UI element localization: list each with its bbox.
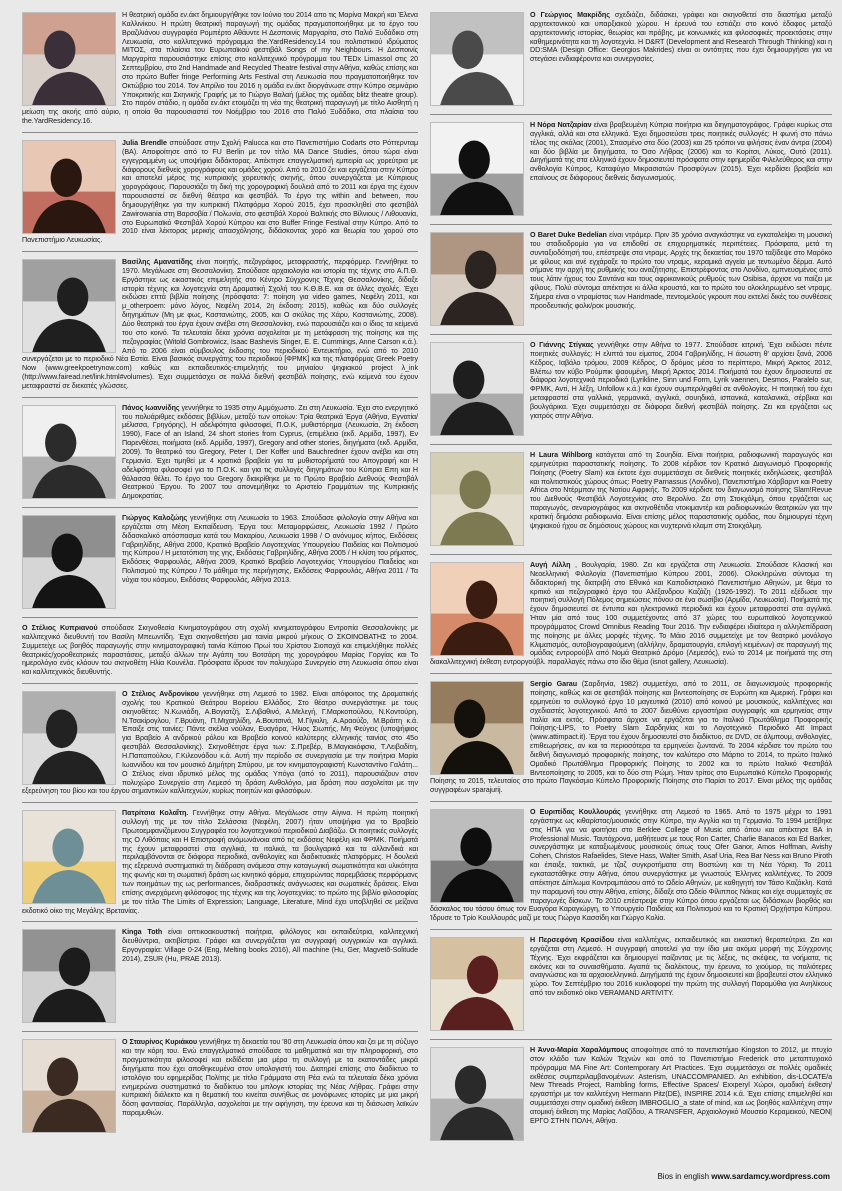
performer-icon (431, 682, 523, 774)
bio-entry (430, 680, 832, 795)
bio-photo (430, 122, 524, 216)
bio-photo (430, 342, 524, 436)
portrait-bw-icon (23, 260, 115, 352)
bio-name: Η Άννα-Μαρία Χαραλάμπους (530, 1046, 629, 1055)
bio-separator (430, 334, 832, 335)
bio-name: O Baret Duke Bedelian (530, 231, 607, 239)
portrait-outdoor-icon (431, 453, 523, 545)
bio-separator (430, 1039, 832, 1040)
bio-text: γεννήθηκε το 1935 στην Αμμόχωστο. Ζει στη Λευκωσία. Έχει στο ενεργητικό του πολυάριθμες εκδόσεις βιβλίων, μεταξύ των οποίων: Τρία θεατρικά Έργα (Αθήνα, Εγνατία/μέλισσα, Γρηγόρης), Η αδελφότητα φιλοσοφεί, Π.Ο.Κ, μυθιστόρημα (Λευκωσία, 2η έκδοση 1990), Face of an Island, 24 short stories from Cyprus, (επιμέλεια (εκδ. Αρμίδα, 1997), Εν Παρενθέσει, ποιήματα (εκδ. Αρμίδα, 1997), Gregory and other stories, διηγήματα (εκδ. Αρμίδα, 2009). Το θεατρικό του Gregory, Peter I, Der Koffer und Bauchredner έχουν ανέβει και στη Γερμανία. Έχει τιμηθεί με 4 κρατικά βραβεία για τα μυθιστορήματά του Απογραφή και Η αδελφότητα φιλοσοφεί για το Π.Ο.Κ. και για τις συλλογές διηγημάτων του Κύπρια Επη και Η θάλασσα θέλει. Το έργο του Gregory διακρίθηκε με το Πρώτο Βραβείο Διεθνούς Φεστιβάλ Θεατρικού Έργου. Το 2007 του απονεμήθηκε το Αριστείο Γραμμάτων της Κυπριακής Δημοκρατίας. (122, 403, 418, 501)
bio-name: Πάνος Ιωαννίδης (122, 403, 180, 412)
bio-text: κατάγεται από τη Σουηδία. Είναι ποιήτρια, ραδιοφωνική παραγωγός και ερμηνεύτρια παραστατικής ποίησης. Το 2008 κέρδισε τον Κρατικό Διαγωνισμό Προφορικής Ποίησης (Poetry Slam) και έκτοτε έχει συμμετάσχει σε διεθνείς ποιητικές εκδηλώσεις, φεστιβάλ και πολιτιστικούς χώρους όπως: Poetry Parnassus (Λονδίνο), Πανεπιστήμιο Χάρβαρντ και Poetry Africa στο Ντέρμπαν της Νοτίου Αφρικής. Το 2009 κέρδισε τον διαγωνισμό ποίησης Slam!Revue του Διεθνούς Φεστιβάλ Λογοτεχνίας στο Βερολίνο. Ζει στη Στοκχόλμη, όπου εργάζεται ως παραγωγός, σεναριογράφος και σκηνοθέτιδα ντοκιμαντέρ και ραδιοφωνικών θεατρικών για την κρατική δημόσια ραδιοφωνία. Είναι επίσης μέλος παραστατικής ομάδας, που δημιουργεί τέχνη ψηφιακού ήχου σε δημόσιους χώρους και νυχτερινά κλαμπ στη Στοκχόλμη. (530, 451, 832, 530)
bio-name: Ο Ευριπίδας Κουλλουράς (530, 808, 621, 817)
bio-text: γεννήθηκε στη Λευκωσία το 1963. Σπούδασε φιλολογία στην Αθήνα και εργάζεται στη Μέση Εκπαίδευση. Έργα του: Μεταμορφώσεις, Λευκωσία 1992 / Πρώτο διδασκαλικό απόσπασμα κατά του Μακαρίου, Λευκωσία 1998 / Ο ανόνυμος κήπος, Εκδόσεις Γαβριηλίδης, Αθήνα 2000, Κρατικό Βραβείο Λογοτεχνίας Υπουργείου Παιδείας και Πολιτισμού της Κύπρου / Η μετατόπιση της γης, Εκδόσεις Γαβριηλίδης, Αθήνα 2005 / Η κλίση του ρήματος, Εκδόσεις Φαρφουλάς, Αθήνα 2009, Κρατικό Βραβείο Λογοτεχνίας Υπουργείου Παιδείας και Πολιτισμού της Κύπρου / Το μάθημα της περιήγησης, Εκδόσεις Φαρφουλάς, Αθήνα 2011 / Τα νύχια του κόσμου, Εκδόσεις Φαρφουλάς, Αθήνα 2013. (122, 514, 418, 584)
bio-text: Η θεατρική ομάδα εν.άκτ δημιουργήθηκε τον Ιούνιο του 2014 απο τις Μαρίνα Μακρή και Έλενα Καλλινίκου. Η πρώτη θεατρική παραγωγή της ομάδας πραγματοποιήθηκε με το έργο του Βραζιλιάνου συγγραφέα Ρομπέρτο Αθάυντε Η Δεσποινίς Μαργαρίτα, στο Παλιό Ξυδάδικο στη Λευκωσία, στο καλλιτεχνικό πρόγραμμα the.YardResidency.14 του πολιτιστικού ιδρύματος ΜΙΤΟΣ, στα πλαίσια του Ευρωπαϊκού φεστιβάλ Songs of my Neighbours. Η Δεσποινίς Μαργαρίτα παρουσιάστηκε επίσης στο καλλιτεχνικό πρόγραμμα του TEDx Limassol στις 20 Σεπτεμβρίου, στο 2nd Handmade and Recycled Theatre festival στην Αθήνα, καθώς επίσης και στο πρώτο Buffer fringe Performing Arts Festival στη Λευκωσία που πραγματοποιήθηκε τον Οκτώβριο του 2014. Τον Απρίλιο του 2016 η ομάδα εν.άκτ διοργάνωσε στην Κύπρο σεμινάριο Υποκριτικής και Σκηνικής Γραφής με το Γιώργο Βαλαή (μέλος της ομάδας blitz theatre group). Στο παρόν στάδιο, η ομάδα εν.άκτ ετοιμάζει τη νέα της θεατρική παραγωγή με τίτλο Αισθητή η μείωση της ακοής από αύριο, η οποία θα παρουσιαστεί τον Νοέμβριο του 2016 στο Παλιό Ξυδάδικο, στα πλαίσια του the.YardResidency.16. (22, 11, 418, 126)
bio-entry (430, 808, 832, 923)
bio-photo (22, 12, 116, 106)
performance-icon (431, 938, 523, 1030)
bio-text: γεννήθηκε τη δεκαετία του '80 στη Λευκωσία όπου και ζει με τη σύζυγο και την κόρη του. Ενώ επαγγελματικά σπούδασε τα μαθηματικά και την πληροφορική, στο πραγματικότητα φιλοσοφεί και εκδίδεται μια μέρα τη συλλογή με τα εκατοντάδες μικρά διηγήματα που έχει αποθηκευμένα στον υπολογιστή του. Διατηρεί επίσης στο διαδίκτυο το ιστολόγιο του εφημερίδας Πολίτης με τίτλο Γράμματα στη Ρέα ενώ τα τελευταία δέκα χρόνια ενημερώνει συστηματικά το διαδίκτυο του μπλογκ ιστορίας της Νέας Λήθρας. Γράφει στην κυπριακή διάλεκτο και η θεματική του κινείται συνήθως σε μονόφωνες ιστορίες με μια μικρή δόση φαντασίας. Παράλληλα, ασχολείται με την αφήγηση, την έρευνα και τη διάσωση λαϊκών παραμυθιών. (122, 1038, 418, 1118)
bio-name: Ο Στέλιος Ανδρονίκου (122, 690, 199, 699)
bio-entry (22, 809, 418, 915)
bio-text: , Βουλγαρία, 1980. Ζει και εργάζεται στη Λευκωσία. Σπούδασε Κλασική και Νεοελληνική Φιλολογία (Πανεπιστήμιο Κύπρου 2001, 2006). Ολοκληρώνει σύντομα τη διδακτορική της διατριβή στο Εθνικό και Καποδιστριακό Πανεπιστήμιο Αθηνών, με θέμα το κριτικό και πεζογραφικό έργο του Αλέξανδρου Καζάζη (1926-1992). Το 2011 εξέδωσε την ποιητική συλλογή Πόλεμος σημειώσεις πόνου σε ένα σωσίβιο (Αρμίδα, Λευκωσία). Ποιήματά της έχουν δημοσιευτεί σε έντυπα και ηλεκτρονικά περιοδικά και έχουν μεταφραστεί στα αγγλικά. Ήταν μία από τους 100 συμμετέχοντες από 37 χώρες του ευρωπαϊκού λογοτεχνικού προγράμματος Crowd Omnibus Reading Tour 2016. Την ενδιαφέρει ιδιαίτερα η αλληλεπίδραση της ποίησης με άλλες μορφές τέχνης. Το Μάιο 2016 συμμετείχε με τον θεατρικό μονόλογο Κλιματισμός, αυτοβιογραφούμενη (αλλήλην, δραματουργία, επιλογή κειμένων) σε παραγωγή της ομάδας εντρορούβλ από Νομά Θεατρικό Δρόμο (Λεμεσός), ενώ το 2014 με ποιήματά της στη διακαλλιτεχνική έκθεση εντροργούβλ. παραλλαγές πάνω στο ίδιο θέμα (isnot gallery, Λευκωσία). (430, 561, 832, 667)
bio-name: Ο Γεώργιος Μακρίδης (530, 11, 610, 19)
bio-separator (22, 921, 418, 922)
bios-columns (22, 11, 832, 1171)
bio-entry (22, 1038, 418, 1135)
bio-photo (22, 929, 116, 1023)
bassist-icon (431, 810, 523, 902)
bio-photo (430, 1047, 524, 1141)
bio-photo (22, 405, 116, 499)
bio-entry (22, 514, 418, 611)
bio-text: (Σαρδηνία, 1982) συμμετέχει, από το 2011, σε διαγωνισμούς προφορικής ποίησης, καθώς και σε φεστιβάλ ποίησης και βιντεοποίησης σε Ευρώπη και Αμερική. Γράφει και ερμηνεύει το συλλογικό έργο 10 μαγευτικά (2010) από κοινού με μουσικούς, καλλιτέχνες και σχεδιαστές λογοτεχνικού. Από το 2007 διευθύνει εργαστήρια συγγραφής και ερμηνείας στην Ιταλία και εκτός. Πρόσφατα άρχισε να εργάζεται για το Ιταλικό Πρωτάθλημα Προφορικής Ποίησης-LIPS, το Poetry Slam Σαρδηνίας και το Λογοτεχνικό Περιοδικό Att Impact (www.attimpact.it). Έργα του έχουν δημοσιευτεί στο διαδίκτυο, σε DVD, σε άλμπουμ, ανθολογίες, επιθεωρήσεις, αν και τα περιοσότερα τα ερμηνεύει ζωντανά. Το 2004 κέρδισε τον πρώτο του διεθνή διαγωνισμό προφορικής ποίησης, τον καλύτερο στο Μάρτιο το 2014, το πρώτο Ιταλικό Ομαδικό Πρωτάθλημα Προφορικής Ποίησης το 2002 και το πρώτο Ιταλικό Φεστιβάλ Βιντεοποίησης το 2005, και το δύο στη Ρώμη. Ήταν τρίτος στο Ευρωπαϊκό Κύπελο Προφορικής Ποίησης το 2015, τελευταίος στο πρώτο Παγκόσμιο Κύπελο Προφορικής Ποίησης στο Παρίσι το 2017. Είναι μέλος της ομάδας συγγραφέων sparajurij. (430, 680, 832, 795)
bio-separator (430, 673, 832, 674)
bio-separator (22, 132, 418, 133)
bio-separator (22, 683, 418, 684)
bio-separator (430, 444, 832, 445)
bio-text: είναι ποιητής, πεζογράφος, μεταφραστής, περφόρμερ. Γεννήθηκε το 1970. Μεγάλωσε στη Θεσσαλονίκη. Σπούδασε αρχαιολογία και ιστορία της τέχνης στο Α.Π.Θ. Εργάστηκε ως εικαστικός επιμελητής στο Κέντρο Σύγχρονης Τέχνης Θεσσαλονίκης, δίδαξε ιστορία τέχνης και λογοτεχνία στη Δραματική Σχολή του Κ.Θ.Β.Ε. και σε άλλες σχολές. Έχει εκδώσει επτά βιβλία ποίησης (πρόσφατα: 7: ποίηση για video games, Νεφέλη 2011, και μ_otherpoem: μόνο λόγος, Νεφέλη 2014, 2η έκδοση: 2015), καθώς και δύο συλλογές διηγημάτων (Μη με φως, Καστανιώτης, 2005, και Ο σκύλος της Χάρυ, Καστανιώτης, 2008). Δύο θεατρικά του έργα έχουν ανέβει στη Θεσσαλονίκη, ενώ παρουσιάζει και ο ίδιος τα κείμενά του στο κοινό. Τα τελευταία δέκα χρόνια ασχολείται με τη μετάφραση της ποίησης και της πεζογραφίας (Witold Gombrowicz, Isaac Bashevis Singer, E. E. Cummings, Anne Carson κ.ά.). Από το 2006 είναι σύμβουλος έκδοσης του περιοδικού Εντευκτήριο, ενώ από το 2010 συνεργάζεται με το περιοδικό Νέα Εστία. Είναι βασικός συνεργάτης του περιοδικού [ΦΡΜΚ] και της πλατφόρμας Greek Poetry Now (www.greekpoetrynow.com) καθώς και εκπαιδευτικός-επιμελητής του μηνιαίου ψηφιακού project λ_ink (http://www.fairead.net/link.html#volumes). Έχει συμμετάσχει σε πολλά διεθνή φεστιβάλ ποίησης, ενώ κείμενά του έχουν μεταφραστεί σε διεκατές γλώσσες. (22, 258, 418, 390)
bio-text: Γεννήθηκε στην Αθήνα. Μεγάλωσε στην Αίγινα. Η πρώτη ποιητική συλλογή της με τον τίτλο Σελάσσια (Νεφέλη, 2007) ήταν υποψήφια για το Βραβείο Πρωτοεμφανιζόμενου Συγγραφέα του λογοτεχνικού περιοδικού Διαβάζω. Οι ποιητικές συλλογές της Ο Λιθόπαις και Η Επιστροφή ανόμωνάνοια από τις εκδόσεις Νεφέλη και ΦΡΜΚ. Ποιήματά της έχουν μεταφραστεί στα αγγλικά, τα ιταλικά, τα βουλγαρικά και τα αλλανδικά και περιλαμβάνονται σε διάφορα περιοδικά, ανθολογίες και διαδικτυακές πλατφόρμες. Η δουλειά της εξερευνά συστηματικά τη διάδραση ανάμεσα στην καταγωγική σωματικότητα και υλικότητα της φωνής και τη σωματική δράση ως κινητικό φόρμα, επιχειρώντας παρεμβάσεις περφόρμανς των ποιημάτων της ως performances, διαδραστικές ανάγνωσεις και σωματικές δράσεις. Είναι επίσης ανερχόμενη φιλόσοφος της τέχνης και της λογοτεχνίας: το πρώτο της βιβλίο φιλοσοφίας με τον τίτλο The Limits of Expression; Language, Literature, Mind έχει υποβληθεί σε μείζονα εκδοτικό οίκο της Μεγάλης Βρετανίας. (22, 809, 418, 915)
bio-entry (22, 11, 418, 126)
bio-name: Julia Brendle (122, 138, 167, 147)
bio-entry (430, 231, 832, 328)
bio-text: σχεδιάζει, διδάσκει, γράφει και σκηνοθετεί στο διαστήμα μεταξύ αρχιτεκτονικού και υπαρξιακού χώρου. Η έρευνά του εστιάζει στο κοινό έδαφος μεταξύ αρχιτεκτονικής ιστορίας, θεωρίας και πρόβης, με κοινωνικές και φιλοσοφικές προεκτάσεις στην καθημερινότητα και τη λογοτεχνία. Η D&RT (Development and Research Through Thinking) και η DD:SMA (Design Office: Georgios Makrides) είναι οι οντότητες που έχει δημιουργήσει για να στεγάσει ενδιαφέροντα και συνεργασίες. (530, 11, 832, 64)
bio-name: Η Περσεφόνη Κρασίδου (530, 936, 615, 945)
bio-text: γεννήθηκε στη Λεμεσό το 1965. Από το 1975 μέχρι το 1991 εργάστηκε ως κιθαρίστας/μουσικός στην Κύπρο, την Αγγλία και τη Γερμανία. Το 1994 μετέβηκε στις ΗΠΑ για να φοιτήσει στο Berklee College of Music από όπου και απέκτησε BA in Professional Music. Ταυτόχρονα, μαθήτευσε με τους Ron Carter, Charlie Banacos και Ed Barker, συνεργάστηκε με καταξιωμένους μουσικούς όπως τους Ofer Ganor, Amos Hoffman, Avishy Cohen, Christos Rafaelides, Steve Hass, Walter Smith, Asaf Uria, Rea Bar Ness και Bruno Piroth και έπαιξε, τακτικά, με τζαζ συγκροτήματα στη Βοστώνη και τη Νέα Υόρκη. Το 2011 εγκαταστάθηκε στην Αθήνα, όπου συνεργάστηκε με γνωστούς Έλληνες καλλιτέχνες. Το 2009 απέκτησε Δίπλωμα Κοντραμπάσου από το Ωδείο Αθηνών, με καθηγητή τον Τάσο Καζάκλη. Κατά την παραμονή του στην Αθήνα, επίσης, δίδαξε στο Ωδείο Φίλιππος Νάκας και είχε συμμετοχές σε παραγωγές δίσκων. Το 2010 επέστρεψε στην Κύπρο όπου εργάζεται ως διδάσκων βιορθός και δάσκαλος του τάσου όπως τον Ευαγόρα Καραγιώργη, το Υπουργείο Παιδείας και Πολιτισμού και το Κρατική Ορχήστρα Κύπρου. Ίδρυσε το Τρίο Κουλλουράς μαζί με τους Γιώργο Κασσίδη και Γιώργο Κολία. (430, 808, 832, 923)
bio-photo (22, 259, 116, 353)
bio-separator (22, 617, 418, 618)
portrait-bw-icon (431, 343, 523, 435)
bio-photo (22, 810, 116, 904)
bio-photo (22, 140, 116, 234)
bio-separator (430, 929, 832, 930)
bio-name: Sergio Garau (530, 680, 578, 689)
bio-separator (22, 1031, 418, 1032)
portrait-books-icon (23, 811, 115, 903)
portrait-color-icon (431, 563, 523, 655)
dancer-icon (23, 141, 115, 233)
bio-entry (430, 1046, 832, 1143)
bio-photo (430, 452, 524, 546)
bio-entry (22, 624, 418, 677)
bio-photo (430, 232, 524, 326)
left-column (22, 11, 418, 1171)
bio-name: Kinga Toth (122, 928, 163, 937)
portrait-bw-icon (431, 13, 523, 105)
bio-separator (22, 251, 418, 252)
bio-entry (22, 404, 418, 501)
bio-text: σπούδασε Σκηνοθεσία Κινηματογράφου στη σχολή κινηματογράφου Εντροπία Θεσσαλονίκης με καλλιτεχνικό διευθυντή τον Βασίλη Μπεωντίδη. Έχει σκηνοθετήσει μια ταινία μικρού μήκους Ο ΣΚΟΙΝΟΒΑΤΗΣ το 2004. Συμμετείχε ως βοηθός παραγωγής στην κινηματογραφική ταινία Κάποιο Πρωί του Χρίστου Σιοπαχά και επιμελήθηκε πολλές θεατρικές/χοροθεατρικές παραστάσεις, μεταξύ άλλων την Αγάπη του Βοτσάρη της χορογράφου Μαρίας Γοργίας και Το ημερολόγιο ενός κλόουν του σκηνοθέτη Ηλία Κουνέλα. Πρόσφατα ίδρυσε τον πολυχώρο Συνεργείο στη Λευκωσία όπου είναι και καλλιτεχνικός διευθυντής. (22, 624, 418, 677)
bio-photo (22, 515, 116, 609)
bio-photo (430, 562, 524, 656)
bio-name: Αυγή Λίλλη (530, 561, 571, 569)
bio-separator (430, 224, 832, 225)
bio-photo (430, 12, 524, 106)
bio-photo (430, 681, 524, 775)
musician-icon (431, 233, 523, 325)
bio-photo (22, 691, 116, 785)
bio-entry (430, 341, 832, 438)
bio-entry (430, 121, 832, 218)
bio-name: Ο Στέλιος Κυπριανού (22, 624, 98, 633)
bio-separator (430, 554, 832, 555)
portrait-bw-icon (23, 516, 115, 608)
bio-separator (22, 802, 418, 803)
bio-entry (430, 936, 832, 1033)
portrait-bw-icon (431, 123, 523, 215)
bio-entry (22, 139, 418, 245)
bio-name: Η Laura Wihlborg (530, 451, 593, 459)
bio-separator (22, 507, 418, 508)
bio-text: σπούδασε στην Σχολή Palucca και στο Πανεπιστήμιο Codarts στο Ρόττερνταμ (BA). Αποφοίτησε από το FU Berlin με τον τίτλο MA Dance Studies, όπου τώρα είναι εγγεγραμμένη ως υποψήφια διδάκτορας. Απέκτησε επαγγελματική εμπειρία ως χορεύτρια με διάφορους διεθνείς χορογράφους και ομάδες χορού. Από το 2010 ζει και εργάζεται στην Κύπρο και αποτελεί μέρος της κυπριακής χορευτικής σκηνής, όπου συνεργάζεται με Κύπριους χορογράφους. Παρουσιάζει τη δική της χορογραφική δουλειά από το 2011 και έργα της έχουν παρουσιαστεί σε διεθνή θέατρα και φεστιβάλ. Το έργο της within and between, που δημιουργήθηκε για την κυπριακή Πλατφόρμα Χορού 2015, έχει προσκληθεί στο φεστιβάλ Zawirowania στη Βαρσοβία / Πολωνία, στο φεστιβάλ Χορού Βαλτικής στο Βίλνιους / Λιθουανία, στο Ευρωπαϊκό Φεστιβάλ Χορού Κύπρου και στο Buffer Fringe Festival στην Κύπρο. Από το 2010 είναι λέκτορας μερικής απασχόλησης, διδάσκοντας χορό και θεωρία του χορού στο Πανεπιστήμιο Λευκωσίας. (22, 138, 418, 245)
portrait-icon (23, 1040, 115, 1132)
bio-text: είναι καλλιτέχνις, εκπαιδευτικός και εικαστική θεραπεύτρια. Ζει και εργάζεται στη Λεμεσό. Η συγγραφή αποτελεί για την ίδια μια ακόμα μορφή της Σύγχρονης Τέχνης. Έχει εκφράζεται και δημιουργεί παίζοντας με τις λέξεις, τις σκέψεις, τα νοήματα, τις εικόνες και τα συναισθήματα. Αγαπά τις διαλέκτους, την έρευνα, το χιούμορ, τις παλιότερες αναγνώσεις και τα αρχαιοελληνικά. Διηγήματά της έχουν δημοσιευτεί και βραβευτεί στον ελληνικό χώρο. Τον Σεπτέμβριο του 2016 κυκλοφορεί την πρώτη της συλλογή Παραμύθια για Ανηλίκους από τον εκδοτικό οίκο VERAMAND ARTIVITY. (530, 936, 832, 998)
right-column (430, 11, 832, 1171)
bio-name: Ο Γιάννης Στίγκας (530, 341, 594, 349)
bio-text: είναι οπτικοακουστική ποιήτρια, φιλόλογος και εκπαιδεύτρια, καλλιτεχνική διευθύντρια, ακτιβίστρια. Γράφει και συνεργάζεται για συγγραφή ουγγρικών και αγγλικά. Εργογραφία: Village 0-24 (Eng, Melting books 2016), All machine (Hu, Ger, Magvetõ-Solitude 2014), ZSUR (Hu, PRAE 2013). (122, 928, 418, 963)
portrait-group-icon (23, 13, 115, 105)
bio-photo (22, 1039, 116, 1133)
footer-label: Bios in english (657, 1172, 710, 1181)
bio-text: αποφοίτησε από το πανεπιστήμιο Kingston το 2012, με πτυχίο στον κλάδο των Καλών Τεχνών και από το Πανεπιστήμιο Frederick στο μεταπτυχιακό πρόγραμμα MA Fine Art: Contemporary Art Practices. Έχει συμμετάσχει σε πολλές ομαδικές εκθέσεις συμπεριλαμβανομένων: Asterism, UNACCOMPANIED. An exhibition, dis-LOCATE/a New Threads Project, Rambling forms, Effective Spaces/ Exxperyl Χώροι, ομαδική έκθεση/εργαστήρι με τον καλλιτέχνη Hermann Pitz(DE), INSPIRE 2014 κ.ά. Έχει επίσης επιμεληθεί και συμμετάσχει στην ομαδική έκθεση IMBROGLIO_a state of mind, και ως βοηθός καλλιτέχνη στην ατομική έκθεση της Μαρίας Λοϊζίδου, A TRANSFER, Αρχαιολογικό Μουσείο Κεραμεικού, NEON|ΕΡΓΟ ΣΤΗΝ ΠΟΛΗ, Αθήνα. (530, 1046, 832, 1125)
bio-name: Βασίλης Αμανατίδης (122, 258, 193, 267)
bio-separator (430, 114, 832, 115)
bio-entry (430, 561, 832, 667)
bio-text: γεννήθηκε στη Λεμεσό το 1982. Είναι απόφοιτος της Δραματικής σχολής του Κρατικού Θεάτρου Βορείου Ελλάδος. Στο θέατρο συνεργάστηκε με τους σκηνοθέτες: Ν.Κωνιάδη, Α.Βογιατζή, Σ.Λιβαθινό, Α.Μελεγή, Γ.Μαρκοπούλου, Ν.Κοντούρη, Ν.Τσακίρογλου, Γ.Βρυάνη, Π.Μιχαηλίδη, Α.Βουτσινά, Μ.Γίγκιλη, Α.Αραούζο, Μ.Βράιτη κ.ά. Έπαιξε στις ταινίες: Πάντε σκέλια νούλαν, Ευαγόρα, Ήλιος Σιωπής, Μη Φεύγεις (υποψήφιος για Βραβείο Α ανδρικού ρόλου και Βραβείο κοινού καλύτερης ελληνικής ταινίας στο 45ο φεστιβάλ Θεσσαλονίκης). Σκηνοθέτησε έργα των: Σ.Πρεβέρ, Β.Μαγιακόφσκι, Τ.Λειβαδίτη, Η.Παπαπούλου, Γ.Κιλεονάδου κ.ά. Αυτή την περίοδο σε συνεργασία με την ποιήτρια Μαρία Ιωαννίδου και τον μουσικό Δημήτρη Σπύρου, με τον κινηματογραφιστή Κωνσταντίνο Γαλάτη... Ο Στέλιος είναι ιδρυτικό μέλος της ομάδας Υπόγα (από το 2011), παρουσιάζουν στον πολυχώρο Συνεργείο στη Λεμεσό τη δράση Ανθολόγιο, μια δράση που ασχολείται με την εξερεύνηση του βίου και του έργου σημαντικών καλλιτεχνών, κυρίως ποιητών και φιλοσόφων. (22, 690, 418, 796)
bio-entry (430, 451, 832, 548)
bio-entry (22, 690, 418, 796)
bio-text: γεννήθηκε στην Αθήνα το 1977. Σπούδασε ιατρική. Έχει εκδώσει πέντε ποιητικές συλλογές: Η ελιπτά του είματος, 2004 Γαβριηλίδης, Η άσωστη θ' αρχίσει ξανά, 2006 Κέδρος, Ιαβάλο τρόμου, 2009 Κέδρος, Ο δρόμος μέσα το περίπτερο, Μικρή Άρκτος 2012, Βλέπω τον κύβο Ρούμπικ ψαουμένη, Μικρή Άρκτος 2014. Ποιήματά του έχουν δημοσιευτεί σε διάφορα λογοτεχνικά περιοδικά (Lyrikline, Sinn und Form, Lyrik vaennen, Desmos, Paralelo sur, ΦΡΜΚ, Αντί, Η λέξη, Unfollow κ.ά.) και έχουν συμπεριληφθεί σε ανθολογίες. Η ποιητική του έχει μεταφραστεί στα γαλλικά, γερμανικά, αγγλικά, σουηδικά, ισπανικά, καταλανικά, σέρβικα και βουλγάρικα. Έχει συμμετάσχει σε διάφορα διεθνή φεστιβάλ ποίησης. Ζει και εργάζεται ως γιατρός στην Αθήνα. (530, 341, 832, 420)
bio-name: Ο Σταυρίνος Κυριάκου (122, 1038, 198, 1047)
portrait-bw-icon (431, 1048, 523, 1140)
footer (657, 1172, 830, 1181)
bio-text: είναι βραβευμένη Κύπρια ποιήτρια και διηγηματογράφος. Γράφει κυρίως στα αγγλικά, αλλά και στα ελληνικά. Έχει δημοσιεύσει τρεις ποιητικές συλλογές: Η φωνή στο πάνω τέλος της σκάλας (2001), Σπασμένο στα δύο (2003) και 25 τρόποι να φιλήσεις έναν άντρα (2004) και δύο βιβλία με διηγήματα, το Όσο Λήθρας (2006) και το Κορίτσι, Λύκος, Ουτό (2011). Διηγήματά της στα ελληνικά έχουν δημοσιευτεί πρόσφατα στην εφημερίδα Φιλελεύθερος και στην ανθολογία Κύπρος, Καταφύγιο Μικρασιατών Προσφύγων (2015). Έχει κερδίσει βραβεία και επαίνους σε διάφορους διεθνείς διαγωνισμούς. (530, 121, 832, 183)
portrait-bw-icon (23, 406, 115, 498)
bio-separator (430, 801, 832, 802)
bio-text: είναι ντράμερ. Πριν 35 χρόνια αναγκάστηκε να εγκαταλείψει τη μουσική του σταδιοδρομία για να επιδοθεί σε επιχειρηματικές περιπέτειες. Πρόσφατα, μετά τη συνταξιοδότησή του, επέστρεψε στα ντραμς. Αρχές της δεκαετίας του 1970 ταξίδεψε στο Μαρόκο με φίλους και ανέ εγχάραξε το πρώτο του ντραμς, κεραμικά αγγεία με τεντωμένο δέρμα. Αυτό σήμανε την αρχή της ρυθμικής του αναζήτησης. Επιστρέφοντας στο Λονδίνο, εμπνευσμένος από τους λάτιν ήχους του Σαντάνα και τους αφρικανικούς ρυθμούς των Osibisa, άρχισε να παίζει με φίλους. Πολύ σύντομα απέκτησε κι άλλα κρουστά, και το πρώτο του ολοκληρωμένο set ντραμς. Σήμερα είναι ο ντραμίστας των Handmade, πεντομελούς γκρουπ που εκτελεί δικές του συνθέσεις προοδευτικής φολκ/ροκ μουσικής. (530, 231, 832, 310)
bio-entry (22, 258, 418, 391)
bio-separator (22, 397, 418, 398)
portrait-bw-icon (23, 692, 115, 784)
bio-entry (22, 928, 418, 1025)
bio-name: Η Νόρα Νατζαρίαν (530, 121, 592, 129)
bio-photo (430, 809, 524, 903)
bio-entry (430, 11, 832, 108)
footer-url[interactable]: www.sardamcy.wordpress.com (711, 1172, 830, 1181)
bio-name: Πατρίτσια Κολαΐτη. (122, 809, 189, 818)
bio-name: Γιώργος Καλοζώης (122, 514, 188, 523)
bio-photo (430, 937, 524, 1031)
portrait-bw-icon (23, 930, 115, 1022)
